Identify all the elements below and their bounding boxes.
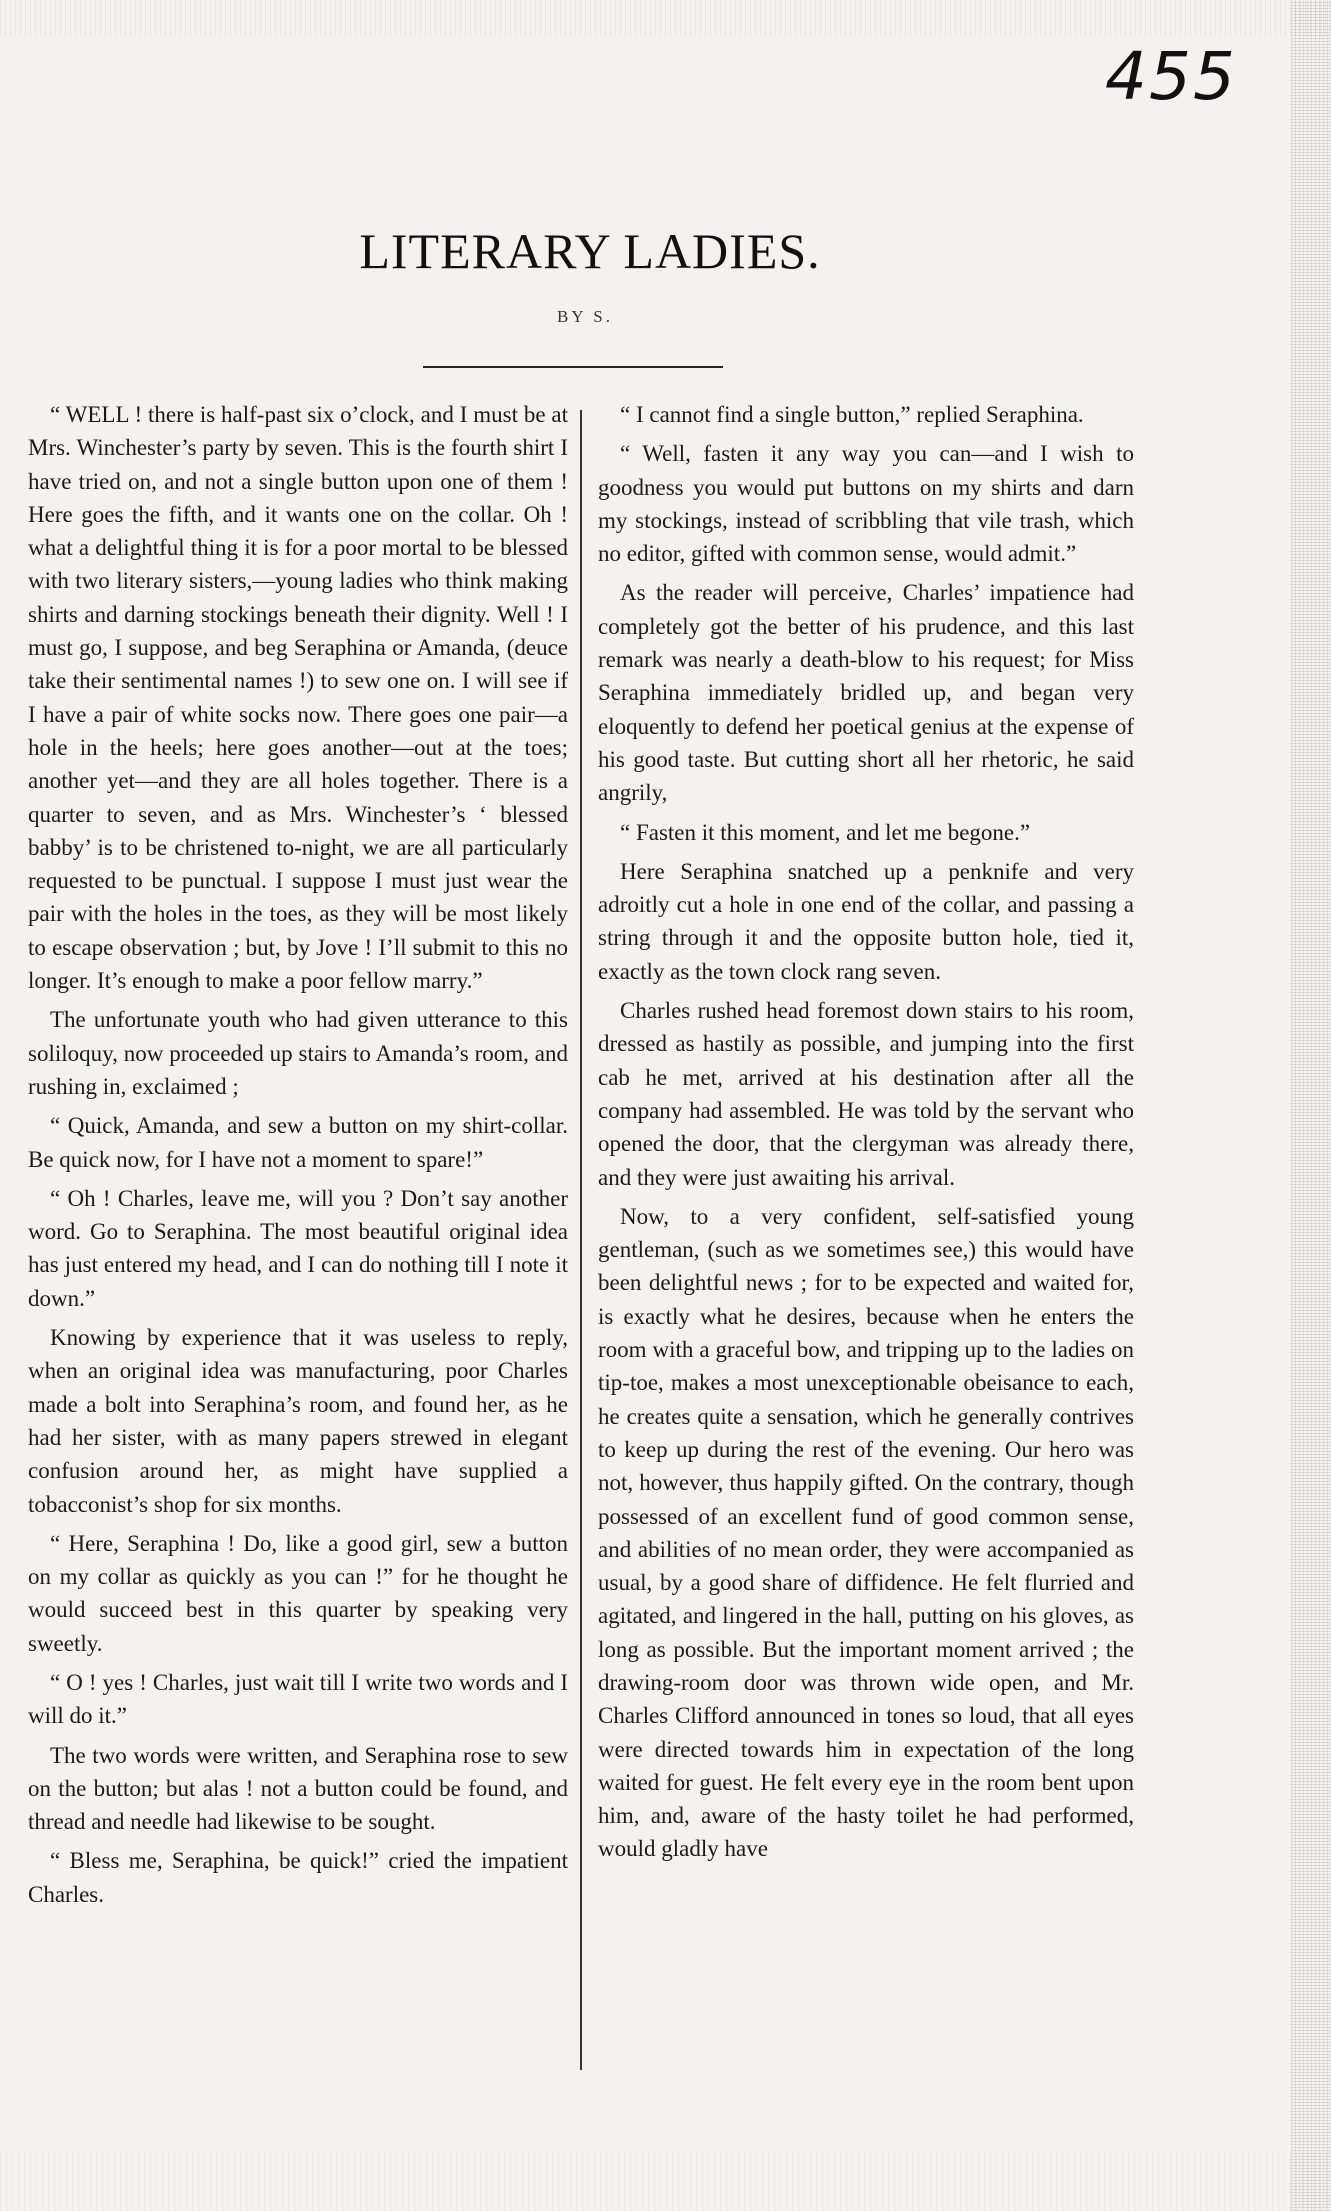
paragraph: “ WELL ! there is half-past six o’clock, and I must be at Mrs. Winchester’s party by seven. This is the fourth shirt I have tried on, and not a single button upon one of them ! Here goes the fifth, and it wants one on the collar. Oh ! what a delightful thing it is for a poor mortal to be blessed with two literary sisters,—young ladies who think making shirts and darning stockings beneath their dignity. Well ! I must go, I suppose, and beg Seraphina or Amanda, (deuce take their sentimental names !) to sew one on. I will see if I have a pair of white socks now. There goes one pair—a hole in the heels; here goes another—out at the toes; another yet—and they are all holes together. There is a quarter to seven, and as Mrs. Winchester’s ‘ blessed babby’ is to be christened to-night, we are all particularly requested to be punctual. I suppose I must just wear the pair with the holes in the toes, as they will be most likely to escape observation ; but, by Jove ! I’ll submit to this no longer. It’s enough to make a poor fellow marry.”	[28, 402, 568, 994]
column-divider	[580, 410, 582, 2070]
article-title: LITERARY LADIES.	[359, 223, 821, 279]
paragraph: “ Oh ! Charles, leave me, will you ? Don’t say another word. Go to Seraphina. The most beautiful original idea has just entered my head, and I can do nothing till I note it down.”	[28, 1185, 568, 1311]
paragraph: Charles rushed head foremost down stairs to his room, dressed as hastily as possible, and jumping into the first cab he met, arrived at his destination after all the company had assembled. He was told by the servant who opened the door, that the clergyman was already there, and they were just awaiting his arrival.	[598, 998, 1134, 1190]
paragraph: Now, to a very confident, self-satisfied young gentleman, (such as we sometimes see,) this would have been delightful news ; for to be expected and waited for, is exactly what he desires, because when he enters the room with a graceful bow, and tripping up to the ladies on tip-toe, makes a most unexceptionable obeisance to each, he creates quite a sensation, which he generally contrives to keep up during the rest of the evening. Our hero was not, however, thus happily gifted. On the contrary, though possessed of an excellent fund of good common sense, and abilities of no mean order, they were accompanied as usual, by a good share of diffidence. He felt flurried and agitated, and lingered in the hall, putting on his gloves, as long as possible. But the important moment arrived ; the drawing-room door was thrown wide open, and Mr. Charles Clifford announced in tones so loud, that all eyes were directed towards him in expectation of the long waited for guest. He felt every eye in the room bent upon him, and, aware of the hasty toilet he had performed, would gladly have	[598, 1203, 1134, 1862]
paragraph: The unfortunate youth who had given utterance to this soliloquy, now proceeded up stairs to Amanda’s room, and rushing in, exclaimed ;	[28, 1007, 568, 1099]
paragraph: “ Fasten it this moment, and let me begone.”	[620, 819, 1031, 845]
right-column	[598, 398, 1134, 1872]
paragraph: “ I cannot find a single button,” replied Seraphina.	[620, 402, 1084, 427]
paragraph: The two words were written, and Seraphina rose to sew on the button; but alas ! not a button could be found, and thread and needle had likewise to be sought.	[28, 1742, 568, 1835]
paragraph: “ Quick, Amanda, and sew a button on my shirt-collar. Be quick now, for I have not a moment to spare!”	[28, 1113, 568, 1172]
scan-noise-right	[1291, 0, 1331, 2211]
left-column	[28, 398, 568, 1917]
paragraph: “ Well, fasten it any way you can—and I wish to goodness you would put buttons on my shirts and darn my stockings, instead of scribbling that vile trash, which no editor, gifted with common sense, would admit.”	[598, 441, 1134, 567]
page-number: 455	[1105, 38, 1237, 115]
paragraph: Knowing by experience that it was useless to reply, when an original idea was manufacturing, poor Charles made a bolt into Seraphina’s room, and found her, as he had her sister, with as many papers strewed in elegant confusion around her, as might have supplied a tobacconist’s shop for six months.	[28, 1325, 568, 1517]
paragraph: “ O ! yes ! Charles, just wait till I write two words and I will do it.”	[28, 1669, 568, 1729]
paragraph: As the reader will perceive, Charles’ impatience had completely got the better of his prudence, and this last remark was nearly a death-blow to his request; for Miss Seraphina immediately bridled up, and began very eloquently to defend her poetical genius at the expense of his good taste. But cutting short all her rhetoric, he said angrily,	[598, 580, 1134, 806]
scan-noise-top	[0, 0, 1331, 36]
title-divider	[423, 366, 723, 368]
scan-noise-bottom	[0, 2151, 1331, 2211]
paragraph: “ Bless me, Seraphina, be quick!” cried the impatient Charles.	[28, 1848, 568, 1907]
paragraph: Here Seraphina snatched up a penknife and very adroitly cut a hole in one end of the collar, and passing a string through it and the opposite button hole, tied it, exactly as the town clock rang seven.	[598, 858, 1134, 984]
article-byline: BY S.	[557, 307, 613, 326]
paragraph: “ Here, Seraphina ! Do, like a good girl, sew a button on my collar as quickly as you can !” for he thought he would succeed best in this quarter by speaking very sweetly.	[28, 1530, 568, 1656]
